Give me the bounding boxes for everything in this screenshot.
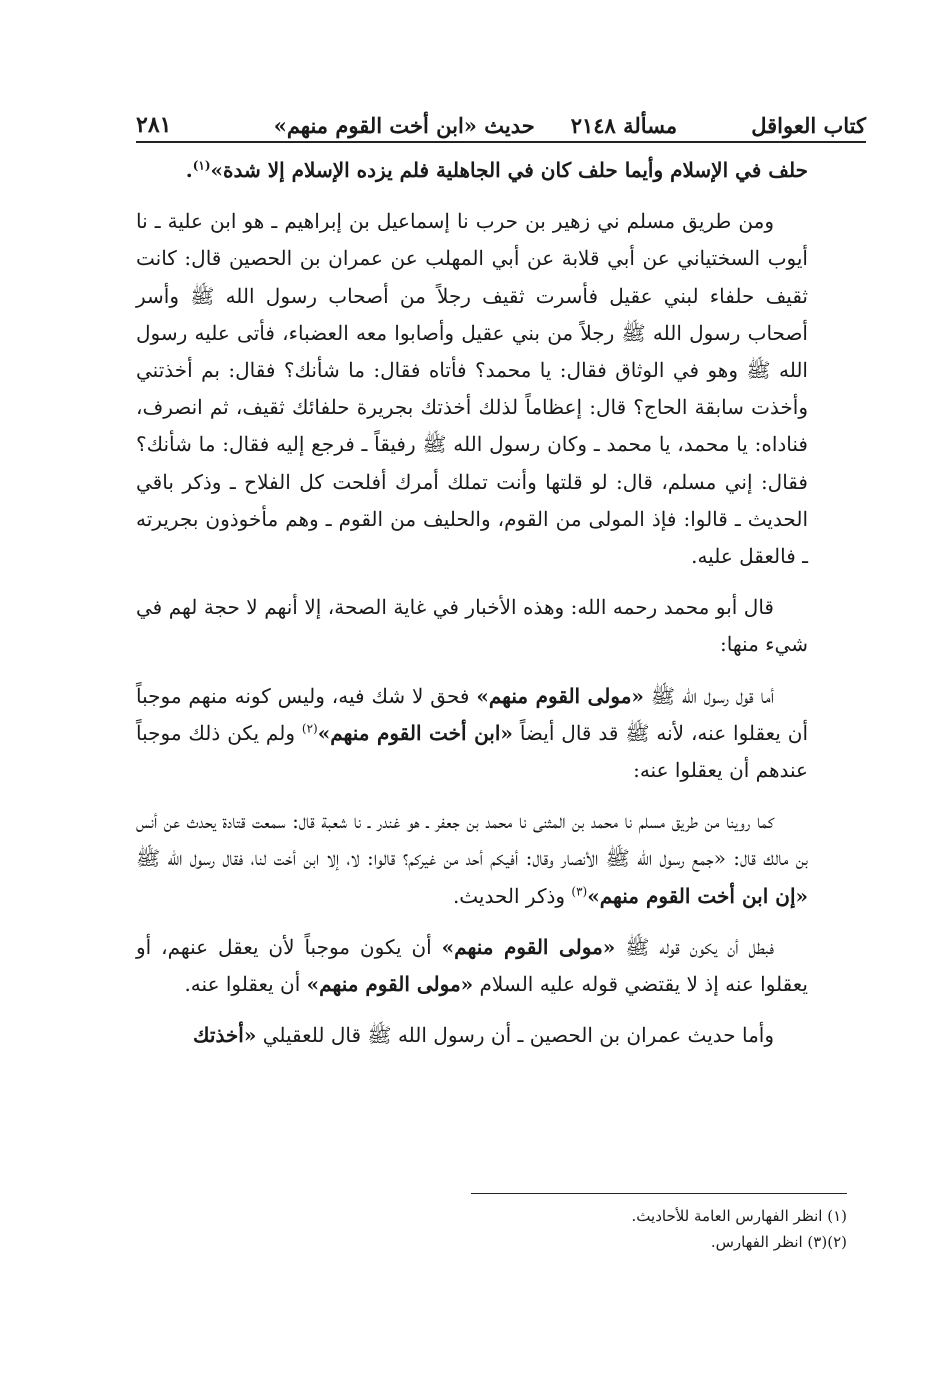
page-number: ٢٨١	[136, 112, 172, 138]
hadith-quote: «مولى القوم منهم»	[441, 934, 616, 959]
hadith-quote: «ابن أخت القوم منهم»	[317, 720, 513, 745]
header-book-title: كتاب العواقل	[751, 113, 866, 138]
paragraph-6-text-a: فبطل أن يكون قوله ﷺ	[625, 934, 775, 959]
header-divider	[136, 141, 866, 143]
paragraph-2: ومن طريق مسلم ني زهير بن حرب نا إسماعيل بن إبراهيم ـ هو ابن علية ـ نا أيوب السختياني عن أبي قلابة عن أبي المهلب عن عمران بن الحصين قال: كانت ثقيف حلفاء لبني عقيل فأسرت ثقيف رجلاً من أصحاب رسول الله ﷺ وأسر أصحاب رسول الله ﷺ رجلاً من بني عقيل وأصابوا معه العضباء، فأتى عليه رسول الله ﷺ وهو في الوثاق فقال: يا محمد؟ فأتاه فقال: ما شأنك؟ فقال: بم أخذتني وأخذت سابقة الحاج؟ قال: إعظاماً لذلك أخذتك بجريرة حلفائك ثقيف، ثم انصرف، فناداه: يا محمد، يا محمد ـ وكان رسول الله ﷺ رفيقاً ـ فرجع إليه فقال: ما شأنك؟ فقال: إني مسلم، قال: لو قلتها وأنت تملك أمرك أفلحت كل الفلاح ـ وذكر باقي الحديث ـ قالوا: فإذ المولى من القوم، والحليف من القوم ـ وهم مأخوذون بجريرته ـ فالعقل عليه.	[136, 209, 808, 569]
footnote-2-3: (٢)(٣) انظر الفهارس.	[710, 1233, 847, 1251]
paragraph-5-text-a: كما روينا من طريق مسلم نا محمد بن المثنى نا محمد بن جعفر ـ هو غندر ـ نا شعبة قال: سمعت قتادة يحدث عن أنس بن مالك قال: «جمع رسول الله ﷺ الأنصار وقال: أفيكم أحد من غيركم؟ قالوا: لا، إلا ابن أخت لنا، فقال رسول الله ﷺ	[136, 809, 808, 871]
running-header	[136, 98, 866, 138]
footnotes	[136, 1203, 847, 1255]
header-issue-number: مسألة ٢١٤٨	[570, 113, 678, 138]
paragraph-5-text-b: وذكر الحديث.	[452, 883, 566, 908]
footnote-ref-3: (٣)	[571, 884, 588, 898]
paragraph-1-end: .	[185, 158, 193, 182]
hadith-quote: «مولى القوم منهم»	[476, 683, 644, 708]
hadith-quote: حلف في الإسلام وأيما حلف كان في الجاهلية فلم يزده الإسلام إلا شدة»	[210, 158, 808, 182]
hadith-quote: «إن ابن أخت القوم منهم»	[587, 883, 808, 908]
footnote-ref-1: (١)	[192, 158, 211, 173]
footnote-divider	[471, 1193, 847, 1194]
paragraph-6	[136, 929, 808, 1003]
paragraph-4	[136, 678, 808, 790]
paragraph-4-text-c: ولم يكن ذلك موجباً عندهم أن يعقلوا عنه:	[136, 720, 808, 783]
paragraph-7-text: وأما حديث عمران بن الحصين ـ أن رسول الله ﷺ قال للعقيلي	[262, 1023, 774, 1048]
paragraph-1	[136, 152, 808, 189]
paragraph-4-text-b: فحق لا شك فيه، وليس كونه منهم موجباً أن يعقلوا عنه، لأنه ﷺ قد قال أيضاً	[136, 683, 809, 745]
header-hadith-title: حديث «ابن أخت القوم منهم»	[273, 113, 535, 138]
paragraph-4-text-a: أما قول رسول الله ﷺ	[650, 683, 775, 708]
footnote-ref-2: (٢)	[301, 721, 318, 736]
paragraph-7	[136, 1017, 808, 1054]
footnote-1: (١) انظر الفهارس العامة للأحاديث.	[631, 1207, 847, 1225]
hadith-quote: «أخذتك	[193, 1023, 257, 1048]
paragraph-5	[136, 803, 808, 915]
paragraph-6-text-b: أن يكون موجباً لأن يعقل عنهم، أو يعقلوا عنه إذ لا يقتضي قوله عليه السلام	[136, 934, 808, 997]
paragraph-6-text-c: أن يعقلوا عنه.	[184, 972, 301, 997]
main-text	[136, 152, 808, 1068]
hadith-quote: «مولى القوم منهم»	[306, 972, 474, 997]
paragraph-3: قال أبو محمد رحمه الله: وهذه الأخبار في غاية الصحة، إلا أنهم لا حجة لهم في شيء منها:	[136, 595, 808, 657]
